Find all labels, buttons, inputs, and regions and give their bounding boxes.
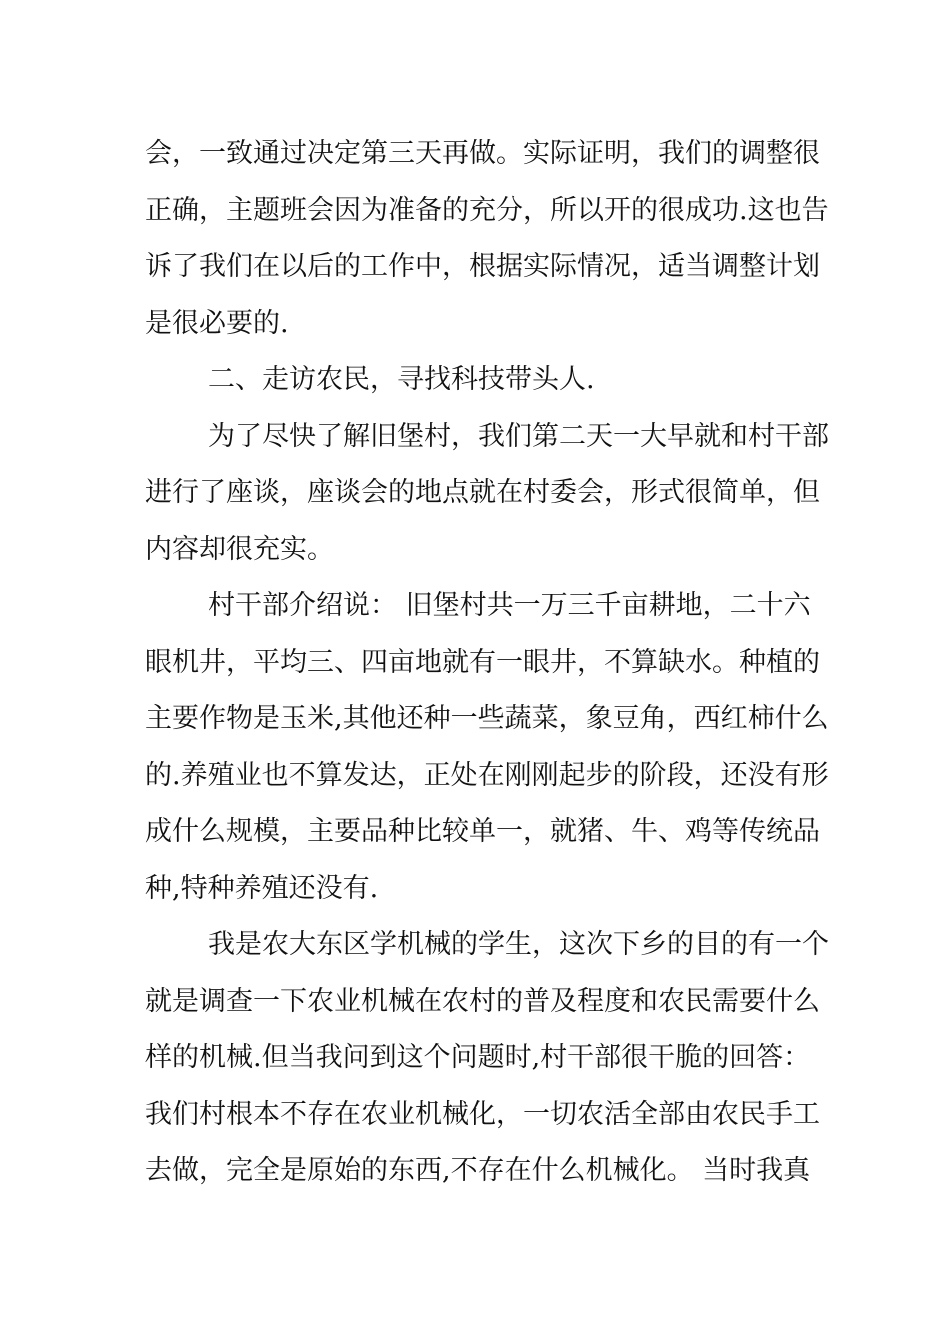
text-line: 进行了座谈，座谈会的地点就在村委会，形式很简单，但	[145, 477, 820, 508]
text-line: 村干部介绍说： 旧堡村共一万三千亩耕地，二十六	[208, 590, 811, 621]
text-line: 种,特种养殖还没有.	[145, 872, 379, 904]
text-line: 主要作物是玉米,其他还种一些蔬菜，象豆角，西红柿什么	[145, 703, 829, 734]
text-line: 内容却很充实。	[145, 533, 334, 565]
text-line: 的.养殖业也不算发达，正处在刚刚起步的阶段，还没有形	[145, 759, 829, 791]
text-line: 我是农大东区学机械的学生，这次下乡的目的有一个	[208, 929, 829, 960]
section-heading: 二、走访农民，寻找科技带头人.	[208, 364, 595, 395]
text-line: 去做，完全是原始的东西,不存在什么机械化。 当时我真	[145, 1155, 811, 1186]
text-line: 是很必要的.	[145, 307, 289, 339]
text-line: 诉了我们在以后的工作中，根据实际情况，适当调整计划	[145, 251, 820, 282]
text-line: 成什么规模，主要品种比较单一，就猪、牛、鸡等传统品	[145, 816, 820, 847]
text-line: 样的机械.但当我问到这个问题时,村干部很干脆的回答：	[145, 1042, 811, 1073]
text-line: 眼机井，平均三、四亩地就有一眼井，不算缺水。种植的	[145, 646, 820, 678]
body-text	[145, 126, 829, 1200]
text-line: 就是调查一下农业机械在农村的普及程度和农民需要什么	[145, 985, 820, 1017]
text-line: 会，一致通过决定第三天再做。实际证明，我们的调整很	[145, 138, 820, 169]
text-line: 为了尽快了解旧堡村，我们第二天一大早就和村干部	[208, 420, 829, 452]
text-line: 我们村根本不存在农业机械化，一切农活全部由农民手工	[145, 1098, 820, 1130]
text-line: 正确，主题班会因为准备的充分，所以开的很成功.这也告	[145, 194, 829, 226]
